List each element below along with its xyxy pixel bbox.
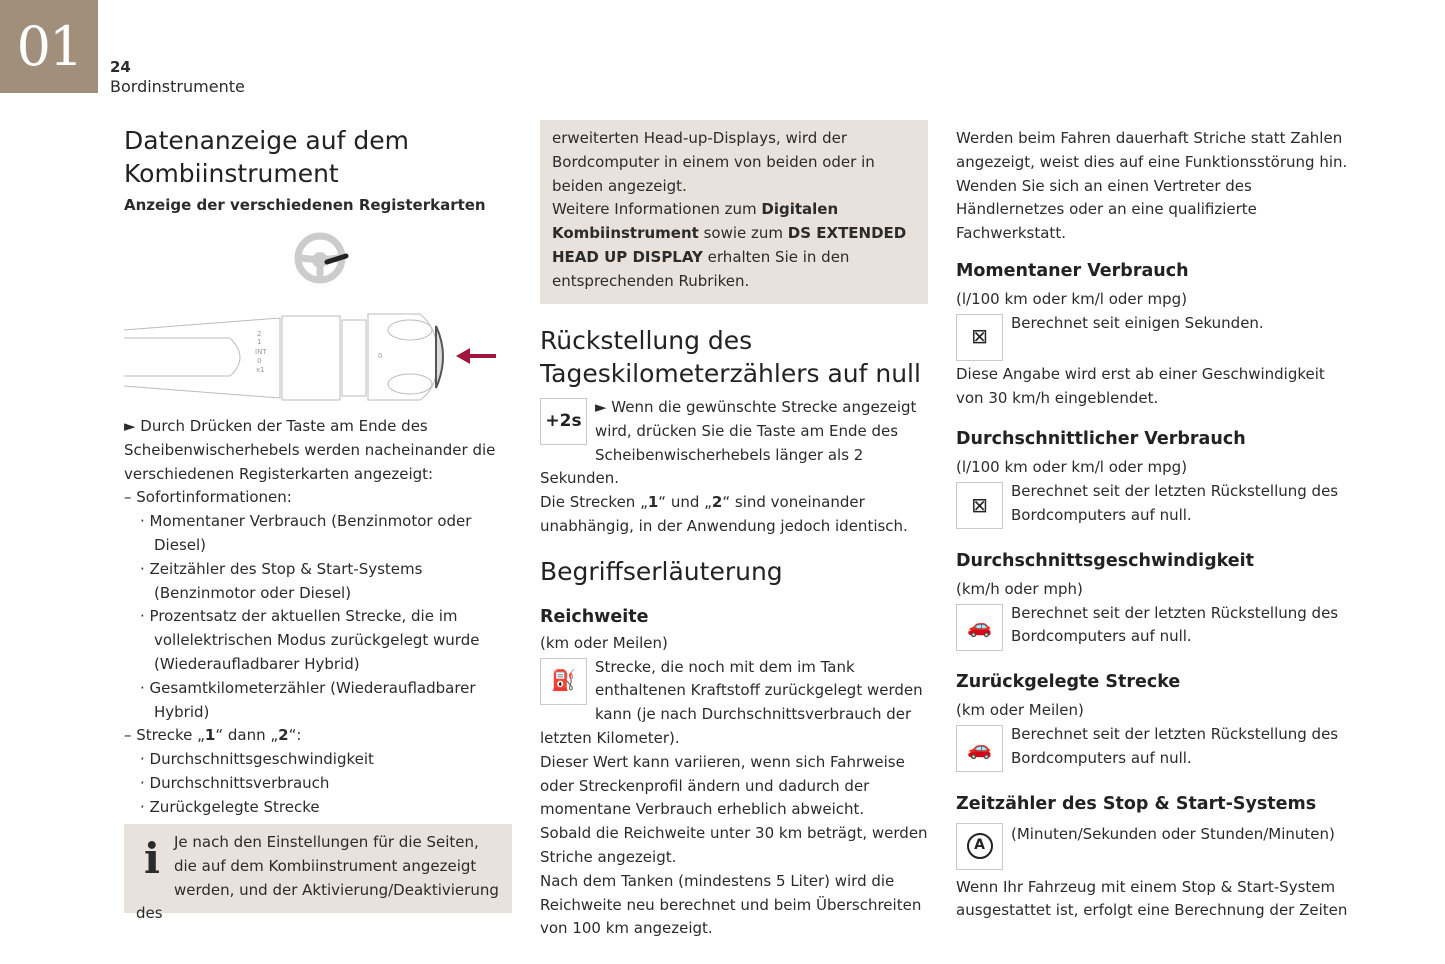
column-2 [540, 324, 928, 941]
section-heading: Momentaner Verbrauch [956, 260, 1189, 281]
reset-instruction: ► Wenn die gewünschte Strecke angezeigt wird, drücken Sie die Taste am Ende des Scheibenwischerhebels länger als 2 Sekunden. [540, 398, 917, 488]
unit-text: (l/100 km oder km/l oder mpg) [956, 458, 1188, 477]
hold-2s-icon: +2s [540, 398, 587, 445]
description: (Minuten/Sekunden oder Stunden/Minuten) [1011, 824, 1335, 843]
unit-text: (km/h oder mph) [956, 579, 1083, 598]
intro-text: ► Durch Drücken der Taste am Ende des Scheibenwischerhebels werden nacheinander die verschiedenen Registerkarten angezeigt: [124, 417, 496, 483]
description: Berechnet seit einigen Sekunden. [1011, 313, 1264, 332]
section-heading: Durchschnittsgeschwindigkeit [956, 550, 1255, 571]
column-1-body [124, 415, 516, 820]
svg-text:1: 1 [257, 338, 262, 346]
list-item: · Gesamtkilometerzähler (Wiederaufladbarer Hybrid) [140, 678, 476, 721]
glossary-title: Begriffserläuterung [540, 556, 783, 586]
section-distance [956, 669, 1348, 770]
column-3 [956, 127, 1348, 923]
reset-title: Rückstellung des Tageskilometerzählers auf null [540, 326, 921, 388]
car-distance-icon: 🚗 [956, 725, 1003, 772]
list-item: · Zeitzähler des Stop & Start-Systems (Benzinmotor oder Diesel) [140, 559, 423, 602]
list-item: · Prozentsatz der aktuellen Strecke, die im vollelektrischen Modus zurückgelegt wurde (Wiederaufladbarer Hybrid) [140, 607, 480, 673]
svg-text:INT: INT [255, 348, 267, 356]
list-item: · Zurückgelegte Strecke [140, 797, 320, 816]
section-heading: Zurückgelegte Strecke [956, 672, 1181, 693]
range-text: Dieser Wert kann variieren, wenn sich Fahrweise oder Streckenprofil ändern und dadurch der momentane Verbrauch erheblich abweicht. [540, 752, 905, 819]
fuel-can-icon: ⊠ [956, 482, 1003, 529]
info-text: erweiterten Head-up-Displays, wird der Bordcomputer in einem von beiden oder in beiden angezeigt. [552, 129, 875, 195]
list-item: · Durchschnittsverbrauch [140, 773, 330, 792]
range-unit: (km oder Meilen) [540, 633, 668, 652]
stop-start-icon: A [956, 823, 1003, 870]
section-average-consumption [956, 426, 1348, 527]
fuel-pump-icon: ⛽ [540, 658, 587, 705]
list-heading: – Strecke „1“ dann „2“: [124, 726, 302, 745]
info-icon: i [144, 834, 160, 883]
subtitle: Anzeige der verschiedenen Registerkarten [124, 196, 486, 214]
list-item: · Momentaner Verbrauch (Benzinmotor oder Diesel) [140, 512, 472, 554]
section-heading: Zeitzähler des Stop & Start-Systems [956, 793, 1317, 814]
info-box-continued [540, 120, 928, 304]
wiper-stalk-illustration [120, 228, 510, 408]
list-heading: – Sofortinformationen: [124, 488, 292, 507]
range-text: Nach dem Tanken (mindestens 5 Liter) wird die Reichweite neu berechnet und beim Überschreiten von 100 km angezeigt. [540, 871, 922, 938]
section-stop-start [956, 791, 1348, 924]
arrow-icon [456, 348, 496, 364]
section-average-speed [956, 548, 1348, 649]
section-instant-consumption [956, 258, 1348, 410]
range-text: Strecke, die noch mit dem im Tank enthaltenen Kraftstoff zurückgelegt werden kann (je nach Durchschnittsverbrauch der letzten Kilometer). [540, 657, 923, 747]
page-number: 24 [110, 58, 131, 76]
svg-text:x1: x1 [256, 366, 265, 374]
list-item: · Durchschnittsgeschwindigkeit [140, 750, 374, 769]
section-heading: Durchschnittlicher Verbrauch [956, 429, 1246, 450]
unit-text: (l/100 km oder km/l oder mpg) [956, 289, 1188, 308]
unit-text: (km oder Meilen) [956, 701, 1084, 720]
column-1 [124, 124, 514, 216]
reset-note: Die Strecken „1“ und „2“ sind voneinander unabhängig, in der Anwendung jedoch identisch. [540, 493, 908, 535]
description-note: Wenn Ihr Fahrzeug mit einem Stop & Start-System ausgestattet ist, erfolgt eine Berechnung der Zeiten [956, 877, 1348, 920]
info-text: Je nach den Einstellungen für die Seiten, die auf dem Kombiinstrument angezeigt werden, und der Aktivierung/Deaktivierung des [136, 833, 499, 923]
chapter-number: 01 [0, 0, 98, 93]
section-name: Bordinstrumente [110, 77, 245, 96]
description: Berechnet seit der letzten Rückstellung des Bordcomputers auf null. [1011, 482, 1339, 524]
steering-wheel-icon [298, 236, 346, 280]
info-box [124, 824, 512, 923]
range-title: Reichweite [540, 606, 649, 627]
fuel-can-icon: ⊠ [956, 314, 1003, 361]
section-title: Datenanzeige auf dem Kombiinstrument [124, 126, 409, 188]
description: Berechnet seit der letzten Rückstellung des Bordcomputers auf null. [1011, 724, 1339, 767]
description: Berechnet seit der letzten Rückstellung des Bordcomputers auf null. [1011, 603, 1339, 646]
intro-text: Werden beim Fahren dauerhaft Striche statt Zahlen angezeigt, weist dies auf eine Funktionsstörung hin. Wenden Sie sich an einen Vertreter des Händlernetzes oder an eine qualifizierte Fachwerkstatt. [956, 129, 1348, 243]
svg-text:0: 0 [378, 352, 383, 360]
svg-text:2: 2 [257, 330, 262, 338]
info-text-references: Weitere Informationen zum Digitalen Kombiinstrument sowie zum DS EXTENDED HEAD UP DISPLAY erhalten Sie in den entsprechenden Rubriken. [552, 200, 907, 290]
range-text: Sobald die Reichweite unter 30 km beträgt, werden Striche angezeigt. [540, 824, 928, 866]
description-note: Diese Angabe wird erst ab einer Geschwindigkeit von 30 km/h eingeblendet. [956, 364, 1325, 407]
svg-text:0: 0 [257, 357, 262, 365]
car-speed-icon: 🚗 [956, 604, 1003, 651]
